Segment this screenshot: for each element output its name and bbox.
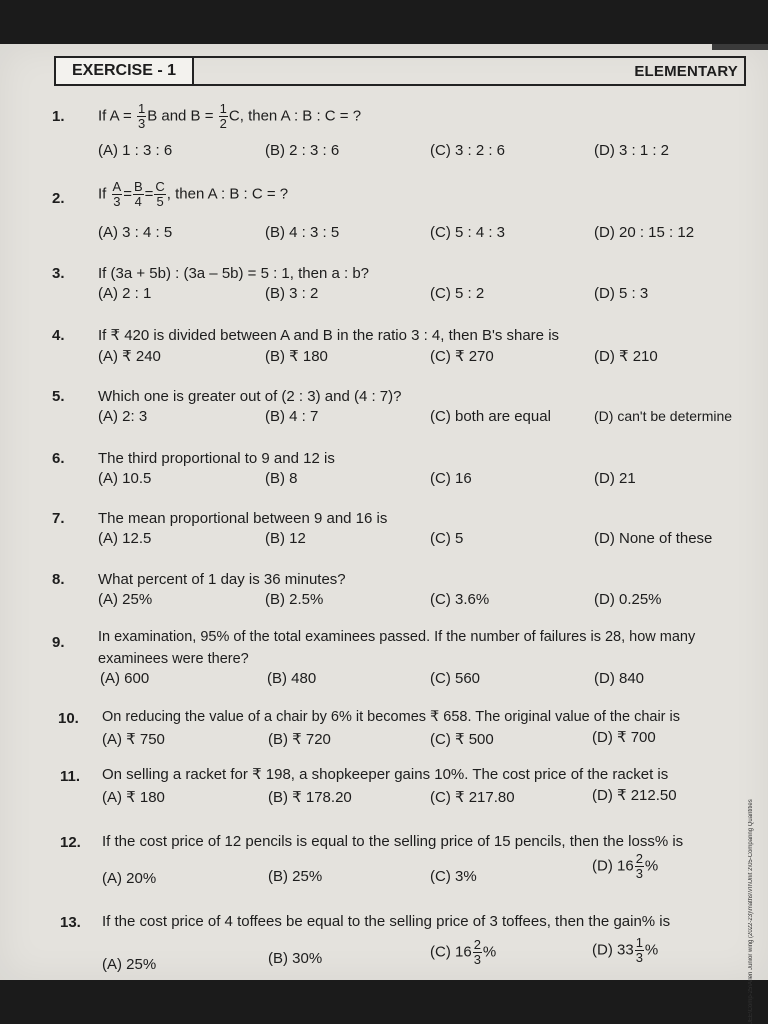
option-c: (C) 5 (430, 530, 464, 547)
option-d: (D) 21 (594, 470, 636, 487)
question-number: 10. (58, 710, 79, 727)
question-number: 5. (52, 388, 65, 405)
file-path-note: JEE\Comp-25\Allen Junior wing (2022-23)\maths\VII\Unit 2\05-Comparing Quantities (748, 799, 754, 1024)
option-d: (D) 20 : 15 : 12 (594, 224, 695, 241)
question-text: What percent of 1 day is 36 minutes? (98, 571, 346, 588)
option-d: (D) ₹ 700 (592, 729, 656, 746)
option-a: (A) ₹ 180 (102, 789, 165, 806)
question-text: If ₹ 420 is divided between A and B in the ratio 3 : 4, then B's share is (98, 327, 560, 344)
question-text: In examination, 95% of the total examinees passed. If the number of failures is 28, how many examinees were there? (98, 629, 696, 667)
question-number: 7. (52, 510, 65, 527)
option-b: (B) ₹ 178.20 (268, 789, 352, 806)
option-c: (C) 5 : 4 : 3 (430, 224, 506, 241)
option-d: (D) 16 $\frac{2}{3}$ % (592, 851, 659, 881)
question-number: 12. (60, 834, 81, 851)
exercise-header (54, 56, 746, 86)
option-d: (D) 5 : 3 (594, 285, 649, 302)
exercise-title: EXERCISE - 1 (56, 58, 194, 84)
option-b: (B) 480 (267, 670, 317, 687)
option-d: (D) 3 : 1 : 2 (594, 142, 670, 159)
question-number: 8. (52, 571, 65, 588)
option-c: (C) both are equal (430, 408, 551, 425)
option-d: (D) ₹ 210 (594, 348, 658, 365)
option-d: (D) 840 (594, 670, 645, 687)
option-a: (A) 2 : 1 (98, 285, 152, 302)
option-b: (B) 2 : 3 : 6 (265, 142, 340, 159)
option-b: (B) 30% (268, 950, 323, 967)
option-a: (A) 12.5 (98, 530, 152, 547)
option-b: (B) ₹ 180 (265, 348, 328, 365)
question-number: 6. (52, 450, 65, 467)
option-a: (A) 25% (102, 956, 157, 973)
difficulty-level: ELEMENTARY (634, 63, 738, 80)
question-text: If the cost price of 12 pencils is equal to the selling price of 15 pencils, then the loss% is (102, 833, 684, 850)
option-c: (C) 16 (430, 470, 472, 487)
option-d: (D) can't be determine (594, 408, 733, 424)
option-d: (D) None of these (594, 530, 713, 547)
question-number: 3. (52, 265, 65, 282)
question-number: 9. (52, 634, 65, 651)
option-a: (A) 25% (98, 591, 153, 608)
question-number: 13. (60, 914, 81, 931)
option-c: (C) 560 (430, 670, 481, 687)
option-c: (C) ₹ 270 (430, 348, 494, 365)
question-text: On selling a racket for ₹ 198, a shopkeeper gains 10%. The cost price of the racket is (102, 766, 669, 783)
option-a: (A) 3 : 4 : 5 (98, 224, 173, 241)
question-text: The mean proportional between 9 and 16 is (98, 510, 388, 527)
option-b: (B) 8 (265, 470, 298, 487)
question-text: If the cost price of 4 toffees be equal to the selling price of 3 toffees, then the gain% is (102, 913, 671, 930)
option-b: (B) 2.5% (265, 591, 324, 608)
option-b: (B) 4 : 3 : 5 (265, 224, 340, 241)
option-a: (A) ₹ 750 (102, 731, 165, 748)
option-d: (D) ₹ 212.50 (592, 787, 677, 804)
option-a: (A) 10.5 (98, 470, 152, 487)
option-b: (B) 4 : 7 (265, 408, 319, 425)
question-text: If A = $\frac{1}{3}$ B and B = $\frac{1}{2}$ C, then A : B : C = ? (98, 101, 362, 131)
option-a: (A) ₹ 240 (98, 348, 161, 365)
question-number: 2. (52, 190, 65, 207)
option-b: (B) 3 : 2 (265, 285, 319, 302)
question-text: Which one is greater out of (2 : 3) and (4 : 7)? (98, 388, 402, 405)
question-text: The third proportional to 9 and 12 is (98, 450, 335, 467)
question-number: 11. (60, 768, 81, 785)
page-edge-strip (712, 44, 768, 50)
option-c: (C) ₹ 500 (430, 731, 494, 748)
option-c: (C) 16 $\frac{2}{3}$ % (430, 937, 497, 967)
option-c: (C) 3 : 2 : 6 (430, 142, 506, 159)
worksheet-page (0, 44, 768, 1024)
option-b: (B) 12 (265, 530, 306, 547)
question-text: If (3a + 5b) : (3a – 5b) = 5 : 1, then a : b? (98, 265, 370, 282)
question-number: 1. (52, 108, 65, 125)
option-a: (A) 1 : 3 : 6 (98, 142, 173, 159)
option-d: (D) 0.25% (594, 591, 662, 608)
question-number: 4. (52, 327, 65, 344)
option-c: (C) 3.6% (430, 591, 490, 608)
option-c: (C) 5 : 2 (430, 285, 485, 302)
question-text: If $\frac{A}{3}$ = $\frac{B}{4}$ = $\frac{C}{5}$ , then A : B : C = ? (98, 179, 289, 209)
option-b: (B) 25% (268, 868, 323, 885)
option-a: (A) 2: 3 (98, 408, 148, 425)
option-d: (D) 33 $\frac{1}{3}$ % (592, 935, 659, 965)
option-a: (A) 20% (102, 870, 157, 887)
option-c: (C) ₹ 217.80 (430, 789, 515, 806)
option-a: (A) 600 (100, 670, 150, 687)
question-text: On reducing the value of a chair by 6% it becomes ₹ 658. The original value of the chair is (102, 709, 681, 725)
option-b: (B) ₹ 720 (268, 731, 331, 748)
option-c: (C) 3% (430, 868, 477, 885)
